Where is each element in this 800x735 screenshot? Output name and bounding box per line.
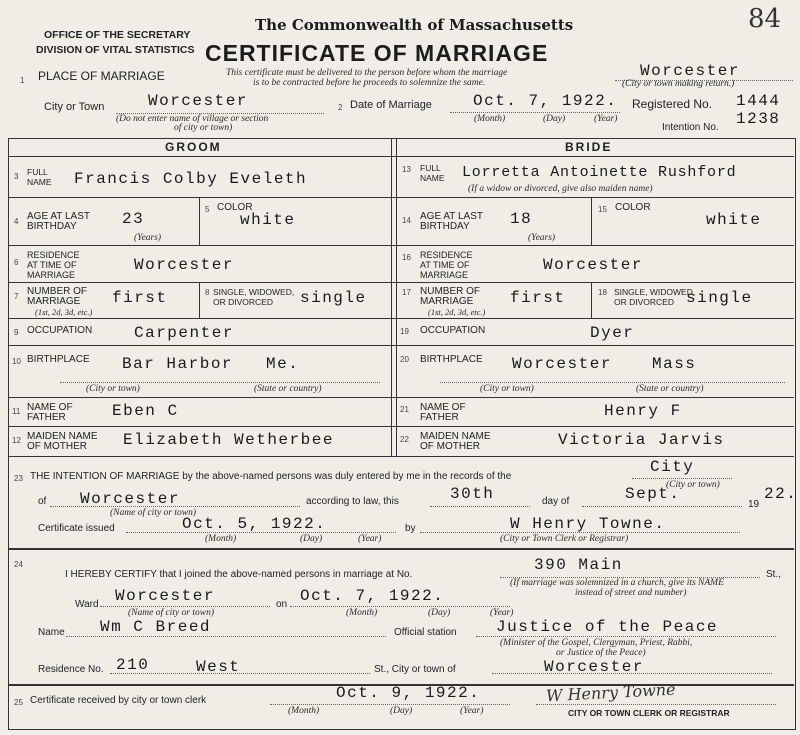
- top-city-value: Worcester: [640, 62, 740, 80]
- field-num-2: 2: [338, 103, 343, 112]
- bride-mother-label-2: OF MOTHER: [420, 441, 480, 452]
- church-note-1: (If marriage was solemnized in a church, give its NAME: [510, 578, 724, 588]
- date-sub-month: (Month): [474, 114, 506, 124]
- field-num-14: 14: [402, 216, 411, 225]
- received-sub-year: (Year): [460, 706, 484, 716]
- intention-city-type: City: [650, 458, 695, 476]
- groom-father-label-2: FATHER: [27, 412, 66, 423]
- groom-heading: GROOM: [165, 140, 222, 154]
- delivery-note-1: This certificate must be delivered to the person before whom the marriage: [226, 68, 508, 78]
- bride-color: white: [706, 211, 762, 229]
- bride-father-label-2: FATHER: [420, 412, 459, 423]
- intention-month-value: Sept.: [625, 485, 681, 503]
- res-no: 210: [116, 656, 150, 674]
- office-line-1: OFFICE OF THE SECRETARY: [44, 29, 191, 41]
- field-num-7: 7: [14, 292, 19, 301]
- issued-label: Certificate issued: [38, 523, 115, 534]
- bride-full-label-1: FULL: [420, 163, 441, 173]
- registered-value: 1444: [736, 92, 781, 110]
- bride-residence: Worcester: [543, 256, 643, 274]
- field-num-11: 11: [12, 407, 21, 416]
- field-num-3: 3: [14, 172, 19, 181]
- field-num-19: 19: [400, 327, 409, 336]
- bride-name: Lorretta Antoinette Rushford: [462, 164, 737, 181]
- groom-number: first: [112, 289, 168, 307]
- groom-full-label-2: NAME: [27, 177, 52, 187]
- received-clerk-note: CITY OR TOWN CLERK OR REGISTRAR: [568, 708, 730, 718]
- date-label: Date of Marriage: [350, 99, 432, 111]
- received-date: Oct. 9, 1922.: [336, 684, 481, 702]
- received-label: Certificate received by city or town clerk: [30, 695, 207, 706]
- intention-value: 1238: [736, 110, 781, 128]
- groom-father: Eben C: [112, 402, 179, 420]
- field-num-23: 23: [14, 474, 23, 483]
- groom-num-note: (1st, 2d, 3d, etc.): [35, 307, 93, 317]
- date-value: Oct. 7, 1922.: [473, 92, 618, 110]
- bride-occ-label: OCCUPATION: [420, 325, 486, 336]
- intention-according: according to law, this: [306, 496, 399, 507]
- groom-status-label-2: OR DIVORCED: [213, 297, 273, 307]
- intention-city-type-note: (City or town): [666, 480, 720, 490]
- groom-occ-label: OCCUPATION: [27, 325, 93, 336]
- office-line-2: DIVISION OF VITAL STATISTICS: [36, 44, 195, 56]
- groom-status: single: [300, 289, 367, 307]
- bride-name-note: (If a widow or divorced, give also maiden name): [468, 184, 653, 194]
- issued-value: Oct. 5, 1922.: [182, 515, 327, 533]
- on-sub-year: (Year): [490, 608, 514, 618]
- groom-res-label-1: RESIDENCE: [27, 250, 80, 260]
- bride-status: single: [686, 289, 753, 307]
- clerk-note: (City or Town Clerk or Registrar): [500, 534, 629, 544]
- res-street: West: [196, 658, 241, 676]
- bride-number: first: [510, 289, 566, 307]
- intention-day-of: day of: [542, 496, 570, 507]
- bride-status-label-1: SINGLE, WIDOWED,: [614, 287, 696, 297]
- bride-num-label-2: MARRIAGE: [420, 296, 474, 307]
- bride-age: 18: [510, 210, 533, 228]
- groom-city-note: (City or town): [86, 384, 140, 394]
- groom-years-note: (Years): [134, 233, 162, 243]
- intention-of-value: Worcester: [80, 490, 180, 508]
- groom-state-note: (State or country): [254, 384, 322, 394]
- field-num-15: 15: [598, 205, 607, 214]
- intention-of-note: (Name of city or town): [110, 508, 197, 518]
- field-num-10: 10: [12, 357, 21, 366]
- bride-father-label-1: NAME OF: [420, 402, 466, 413]
- place-label: PLACE OF MARRIAGE: [38, 69, 165, 83]
- groom-mother-label-2: OF MOTHER: [27, 441, 87, 452]
- on-date: Oct. 7, 1922.: [300, 587, 445, 605]
- field-num-17: 17: [402, 288, 411, 297]
- field-num-8: 8: [205, 288, 210, 297]
- groom-name: Francis Colby Eveleth: [74, 170, 308, 188]
- ward-label: Ward: [75, 599, 99, 610]
- res-city-label: St., City or town of: [374, 664, 456, 675]
- date-sub-day: (Day): [543, 114, 566, 124]
- officiant-name-label: Name: [38, 627, 65, 638]
- groom-father-label-1: NAME OF: [27, 402, 73, 413]
- bride-birthplace-state: Mass: [652, 355, 697, 373]
- bride-years-note: (Years): [528, 233, 556, 243]
- bride-father: Henry F: [604, 402, 682, 420]
- groom-age: 23: [122, 210, 145, 228]
- bride-age-label-2: BIRTHDAY: [420, 221, 470, 232]
- top-city-note: (City or town making return.): [622, 79, 735, 89]
- field-num-5: 5: [205, 205, 210, 214]
- on-sub-month: (Month): [346, 608, 378, 618]
- church-note-2: instead of street and number): [575, 588, 687, 598]
- groom-status-label-1: SINGLE, WIDOWED,: [213, 287, 295, 297]
- on-label: on: [276, 599, 288, 610]
- field-num-25: 25: [14, 698, 23, 707]
- field-num-6: 6: [14, 258, 19, 267]
- by-value: W Henry Towne.: [510, 515, 666, 533]
- bride-age-label-1: AGE AT LAST: [420, 211, 483, 222]
- ward-city: Worcester: [115, 587, 215, 605]
- bride-birth-label: BIRTHPLACE: [420, 354, 483, 365]
- certify-address: 390 Main: [534, 556, 623, 574]
- received-sub-month: (Month): [288, 706, 320, 716]
- bride-full-label-2: NAME: [420, 173, 445, 183]
- bride-heading: BRIDE: [565, 140, 613, 154]
- bride-occupation: Dyer: [590, 324, 635, 342]
- city-note-2: of city or town): [174, 123, 233, 133]
- station-note-2: or Justice of the Peace): [556, 648, 646, 658]
- station-label: Official station: [394, 627, 457, 638]
- station-note-1: (Minister of the Gospel, Clergyman, Priest, Rabbi,: [500, 638, 693, 648]
- city-label: City or Town: [44, 101, 105, 113]
- groom-res-label-3: MARRIAGE: [27, 270, 76, 280]
- res-label: Residence No.: [38, 664, 104, 675]
- on-sub-day: (Day): [428, 608, 451, 618]
- bride-res-label-2: AT TIME OF: [420, 260, 470, 270]
- intention-text: THE INTENTION OF MARRIAGE by the above-named persons was duly entered by me in the records of the: [30, 471, 512, 482]
- intention-day-value: 30th: [450, 485, 495, 503]
- bride-num-label-1: NUMBER OF: [420, 286, 480, 297]
- field-num-22: 22: [400, 435, 409, 444]
- field-num-18: 18: [598, 288, 607, 297]
- city-note-1: (Do not enter name of village or section: [116, 114, 269, 124]
- groom-full-label-1: FULL: [27, 167, 48, 177]
- bride-mother-label-1: MAIDEN NAME: [420, 431, 491, 442]
- groom-color-label: COLOR: [217, 202, 253, 213]
- groom-birth-label: BIRTHPLACE: [27, 354, 90, 365]
- delivery-note-2: is to be contracted before he proceeds to solemnize the same.: [253, 78, 486, 88]
- bride-color-label: COLOR: [615, 202, 651, 213]
- groom-num-label-1: NUMBER OF: [27, 286, 87, 297]
- intention-of-label: of: [38, 496, 47, 507]
- bride-num-note: (1st, 2d, 3d, etc.): [428, 307, 486, 317]
- field-num-21: 21: [400, 405, 409, 414]
- groom-mother-label-1: MAIDEN NAME: [27, 431, 98, 442]
- issued-sub-year: (Year): [358, 534, 382, 544]
- ward-city-note: (Name of city or town): [128, 608, 215, 618]
- city-value: Worcester: [148, 92, 248, 110]
- certify-text: I HEREBY CERTIFY that I joined the above-named persons in marriage at No.: [65, 569, 413, 580]
- commonwealth-heading: The Commonwealth of Massachusetts: [255, 16, 574, 34]
- groom-birthplace-city: Bar Harbor: [122, 355, 234, 373]
- bride-res-label-1: RESIDENCE: [420, 250, 473, 260]
- groom-residence: Worcester: [134, 256, 234, 274]
- field-num-4: 4: [14, 217, 19, 226]
- field-num-13: 13: [402, 165, 411, 174]
- groom-occupation: Carpenter: [134, 324, 234, 342]
- clerk-signature: W Henry Towne: [545, 679, 676, 706]
- groom-res-label-2: AT TIME OF: [27, 260, 77, 270]
- bride-mother: Victoria Jarvis: [558, 431, 725, 449]
- groom-num-label-2: MARRIAGE: [27, 296, 81, 307]
- groom-birthplace-state: Me.: [266, 355, 300, 373]
- intention-year-prefix: 19: [748, 499, 760, 510]
- intention-year-value: 22.: [764, 485, 798, 503]
- field-num-9: 9: [14, 328, 19, 337]
- bride-state-note: (State or country): [636, 384, 704, 394]
- station-value: Justice of the Peace: [496, 618, 719, 636]
- issued-sub-day: (Day): [300, 534, 323, 544]
- field-num-20: 20: [400, 355, 409, 364]
- bride-res-label-3: MARRIAGE: [420, 270, 469, 280]
- certify-st: St.,: [766, 569, 782, 580]
- field-num-1: 1: [20, 76, 25, 85]
- groom-mother: Elizabeth Wetherbee: [123, 431, 334, 449]
- by-label: by: [405, 523, 416, 534]
- page-number: 84: [748, 4, 782, 34]
- officiant-name: Wm C Breed: [100, 618, 212, 636]
- res-city: Worcester: [544, 658, 644, 676]
- field-num-12: 12: [12, 436, 21, 445]
- intention-label: Intention No.: [662, 122, 719, 133]
- bride-city-note: (City or town): [480, 384, 534, 394]
- bride-birthplace-city: Worcester: [512, 355, 612, 373]
- issued-sub-month: (Month): [205, 534, 237, 544]
- groom-age-label-1: AGE AT LAST: [27, 211, 90, 222]
- field-num-24: 24: [14, 560, 23, 569]
- groom-color: white: [240, 211, 296, 229]
- groom-age-label-2: BIRTHDAY: [27, 221, 77, 232]
- received-sub-day: (Day): [390, 706, 413, 716]
- certificate-title: CERTIFICATE OF MARRIAGE: [205, 40, 549, 66]
- bride-status-label-2: OR DIVORCED: [614, 297, 674, 307]
- date-sub-year: (Year): [594, 114, 618, 124]
- field-num-16: 16: [402, 253, 411, 262]
- registered-label: Registered No.: [632, 97, 713, 111]
